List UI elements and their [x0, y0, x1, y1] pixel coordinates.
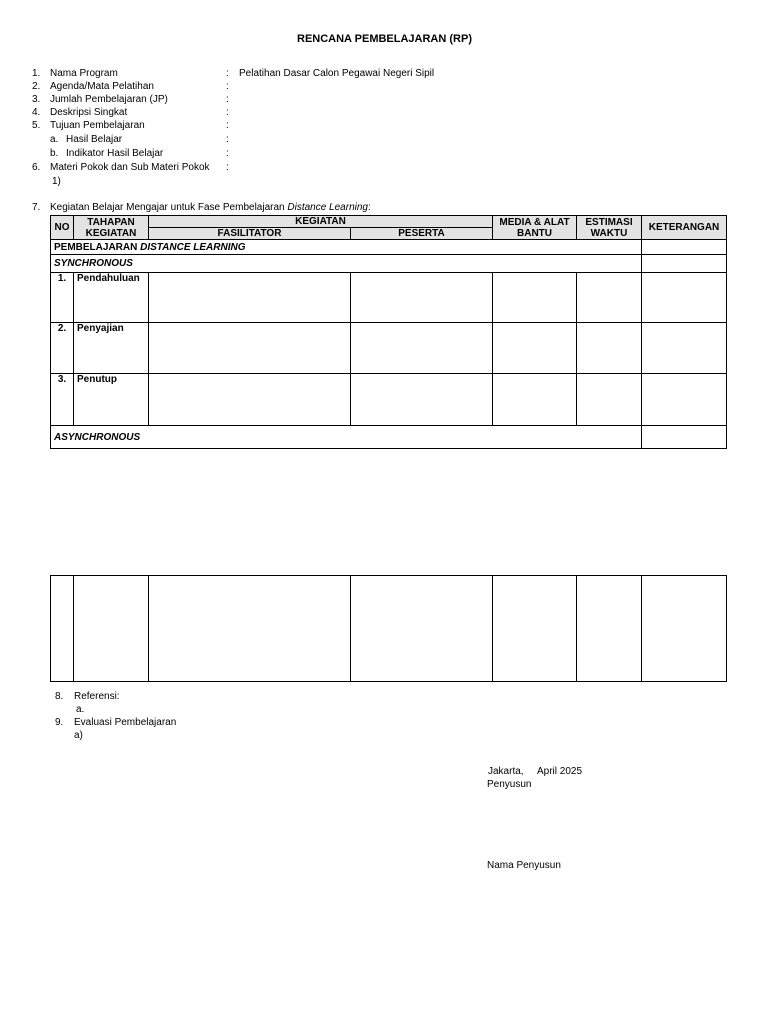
table-cell	[351, 374, 493, 426]
table-cell	[149, 576, 351, 682]
table-cell	[149, 273, 351, 323]
table-row	[51, 374, 727, 426]
header-kegiatan: KEGIATAN	[149, 216, 493, 228]
signature-city: Jakarta,	[488, 766, 524, 777]
page-title: RENCANA PEMBELAJARAN (RP)	[297, 33, 472, 45]
field-colon: :	[226, 120, 229, 131]
field-colon: :	[226, 148, 229, 159]
table-cell	[351, 576, 493, 682]
empty-table	[50, 575, 727, 682]
item-number: 7.	[32, 202, 41, 213]
item-number: b.	[50, 148, 59, 159]
table-cell	[642, 576, 727, 682]
sub-item-number: 1)	[52, 176, 61, 187]
section-heading-suffix: :	[367, 202, 371, 213]
table-cell	[642, 240, 727, 255]
table-cell	[642, 426, 727, 449]
sub-item-number: a.	[76, 704, 85, 715]
item-number: 4.	[32, 107, 41, 118]
table-cell	[149, 374, 351, 426]
item-number: a.	[50, 134, 59, 145]
header-keterangan: KETERANGAN	[642, 216, 727, 240]
table-row	[51, 576, 727, 682]
row-number: 3.	[51, 374, 74, 426]
field-label: Tujuan Pembelajaran	[50, 120, 145, 131]
table-cell	[642, 374, 727, 426]
field-label: Nama Program	[50, 68, 118, 79]
item-number: 1.	[32, 68, 41, 79]
table-cell	[74, 576, 149, 682]
field-colon: :	[226, 134, 229, 145]
field-colon: :	[226, 94, 229, 105]
section-row	[51, 240, 642, 255]
item-number: 6.	[32, 162, 41, 173]
table-row	[51, 273, 727, 323]
table-cell	[51, 576, 74, 682]
item-number: 9.	[55, 717, 64, 728]
table-cell	[493, 273, 577, 323]
header-no: NO	[51, 216, 74, 240]
header-fasilitator: FASILITATOR	[149, 228, 351, 240]
field-label: Hasil Belajar	[66, 134, 123, 145]
table-cell	[493, 374, 577, 426]
section-heading-italic: Distance Learning	[287, 202, 368, 213]
field-label: Materi Pokok dan Sub Materi Pokok	[50, 162, 210, 173]
table-cell	[351, 273, 493, 323]
table-cell	[493, 576, 577, 682]
field-colon: :	[226, 68, 229, 79]
header-tahapan: TAHAPAN KEGIATAN	[74, 216, 149, 240]
row-stage: Penutup	[74, 374, 149, 426]
table-cell	[149, 323, 351, 374]
row-number: 1.	[51, 273, 74, 323]
table-cell	[642, 273, 727, 323]
field-colon: :	[226, 162, 229, 173]
header-estimasi: ESTIMASI WAKTU	[577, 216, 642, 240]
activity-table	[50, 215, 727, 449]
field-label: Deskripsi Singkat	[50, 107, 128, 118]
section-heading-text: Kegiatan Belajar Mengajar untuk Fase Pembelajaran	[50, 202, 288, 213]
row-number: 2.	[51, 323, 74, 374]
table-cell	[577, 374, 642, 426]
synchronous-row: SYNCHRONOUS	[51, 255, 642, 273]
sub-item-number: a)	[74, 730, 83, 741]
references-label: Referensi:	[74, 691, 120, 702]
table-cell	[493, 323, 577, 374]
signature-date: April 2025	[537, 766, 583, 777]
header-media: MEDIA & ALAT BANTU	[493, 216, 577, 240]
row-stage: Penyajian	[74, 323, 149, 374]
item-number: 3.	[32, 94, 41, 105]
table-row	[51, 323, 727, 374]
section-heading	[50, 202, 371, 214]
section-row-prefix: PEMBELAJARAN	[54, 241, 141, 253]
signature-role: Penyusun	[487, 779, 532, 790]
asynchronous-row: ASYNCHRONOUS	[51, 426, 642, 449]
table-cell	[642, 255, 727, 273]
item-number: 2.	[32, 81, 41, 92]
evaluation-label: Evaluasi Pembelajaran	[74, 717, 177, 728]
field-colon: :	[226, 81, 229, 92]
row-stage: Pendahuluan	[74, 273, 149, 323]
item-number: 8.	[55, 691, 64, 702]
table-cell	[642, 323, 727, 374]
item-number: 5.	[32, 120, 41, 131]
field-label: Agenda/Mata Pelatihan	[50, 81, 154, 92]
field-value: Pelatihan Dasar Calon Pegawai Negeri Sipil	[239, 68, 435, 79]
table-cell	[577, 273, 642, 323]
section-row-italic: DISTANCE LEARNING	[140, 241, 246, 253]
field-label: Jumlah Pembelajaran (JP)	[50, 94, 168, 105]
table-cell	[351, 323, 493, 374]
signature-name: Nama Penyusun	[487, 860, 561, 871]
header-peserta: PESERTA	[351, 228, 493, 240]
field-label: Indikator Hasil Belajar	[66, 148, 164, 159]
table-cell	[577, 323, 642, 374]
field-colon: :	[226, 107, 229, 118]
table-cell	[577, 576, 642, 682]
